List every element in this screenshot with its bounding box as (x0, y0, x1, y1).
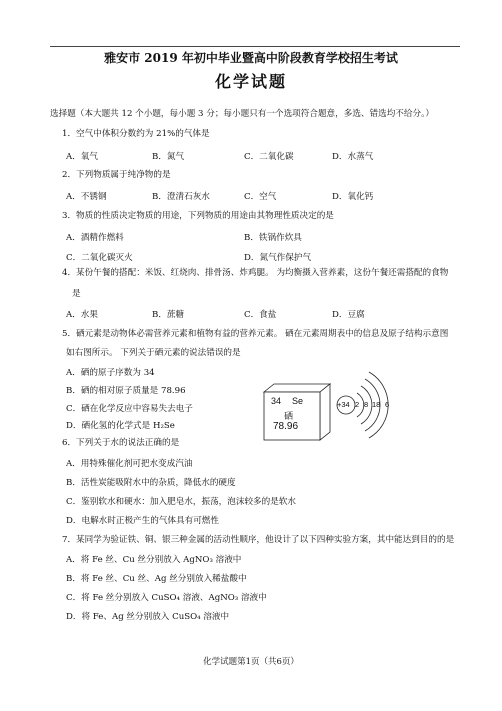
atom-structure-diagram (335, 360, 395, 450)
q4-option-b: B．蔗糖 (152, 310, 185, 320)
q3-option-d: D．氮气作保护气 (244, 253, 312, 263)
q5-option-d: D．硒化氢的化学式是 H₂Se (66, 421, 175, 431)
q3-option-c: C．二氧化碳灭火 (66, 253, 133, 263)
element-name: 硒 (284, 412, 294, 422)
q7-option-c: C．将 Fe 丝分别放入 CuSO₄ 溶液、AgNO₃ 溶液中 (66, 593, 267, 603)
section-intro: 选择题（本大题共 12 个小题，每小题 3 分；每小题只有一个选项符合题意，多选、错选均不给分。） (50, 109, 434, 119)
q6-option-c: C．鉴别软水和硬水：加入肥皂水，振荡，泡沫较多的是软水 (66, 497, 297, 507)
q4-option-a: A．水果 (66, 310, 98, 320)
q7-option-d: D．将 Fe、Ag 丝分别放入 CuSO₄ 溶液中 (66, 612, 230, 622)
element-card-box (262, 382, 332, 442)
q2-option-c: C．空气 (244, 192, 277, 202)
question-4-stem-cont: 是 (72, 289, 81, 299)
element-symbol: Se (292, 396, 304, 406)
exam-title: 雅安市 2019 年初中毕业暨高中阶段教育学校招生考试 (104, 51, 398, 65)
shell-4-count: 6 (385, 400, 390, 409)
q4-option-c: C．食盐 (244, 310, 277, 320)
question-5-stem-cont: 如右图所示。 下列关于硒元素的说法错误的是 (66, 348, 241, 358)
question-7-stem: 7．某同学为验证铁、铜、银三种金属的活动性顺序，他设计了以下四种实验方案，其中能达到目的的是 (62, 535, 455, 545)
q5-option-a: A．硒的原子序数为 34 (66, 368, 155, 378)
question-6-stem: 6．下列关于水的说法正确的是 (62, 438, 180, 448)
q6-option-b: B．活性炭能吸附水中的杂质，降低水的硬度 (66, 478, 236, 488)
q1-option-b: B．氮气 (152, 152, 185, 162)
question-3-stem: 3．物质的性质决定物质的用途，下列物质的用途由其物理性质决定的是 (62, 211, 334, 221)
question-5-stem: 5．硒元素是动物体必需营养元素和植物有益的营养元素。 硒在元素周期表中的信息及原子结构示意图 (62, 329, 449, 339)
page-footer: 化学试题第1页（共6页） (203, 657, 299, 667)
shell-2-count: 8 (364, 400, 369, 409)
subject-title: 化学试题 (214, 72, 287, 91)
q2-option-d: D．氧化钙 (332, 192, 374, 202)
q5-option-b: B．硒的相对原子质量是 78.96 (66, 386, 186, 396)
q3-option-a: A．酒精作燃料 (66, 233, 124, 243)
question-1-stem: 1．空气中体积分数约为 21%的气体是 (62, 129, 210, 139)
element-number: 34 (271, 396, 282, 406)
element-mass: 78.96 (273, 421, 299, 432)
element-card (262, 382, 332, 442)
q4-option-d: D．豆腐 (332, 310, 365, 320)
shell-1-count: 2 (355, 400, 360, 409)
q1-option-d: D．水蒸气 (332, 152, 374, 162)
nucleus-charge: +34 (337, 400, 350, 409)
q1-option-c: C．二氧化碳 (244, 152, 294, 162)
q5-option-c: C．硒在化学反应中容易失去电子 (66, 404, 193, 414)
shell-3-count: 18 (372, 400, 381, 409)
q2-option-a: A．不锈钢 (66, 192, 107, 202)
q6-option-a: A．用特殊催化剂可把水变成汽油 (66, 459, 193, 469)
q6-option-d: D．电解水时正极产生的气体具有可燃性 (66, 516, 219, 526)
q1-option-a: A．氧气 (66, 152, 98, 162)
header-rule (50, 46, 460, 47)
question-4-stem: 4．某份午餐的搭配：米饭、红烧肉、排骨汤、炸鸡腿。 为均衡摄入营养素，这份午餐还需搭配的食物 (62, 268, 449, 278)
q2-option-b: B．澄清石灰水 (152, 192, 210, 202)
q3-option-b: B．铁锅作炊具 (244, 233, 302, 243)
q7-option-b: B．将 Fe 丝、Cu 丝、Ag 丝分别放入稀盐酸中 (66, 574, 247, 584)
q7-option-a: A．将 Fe 丝、Cu 丝分别放入 AgNO₃ 溶液中 (66, 555, 242, 565)
question-2-stem: 2．下列物质属于纯净物的是 (62, 170, 171, 180)
